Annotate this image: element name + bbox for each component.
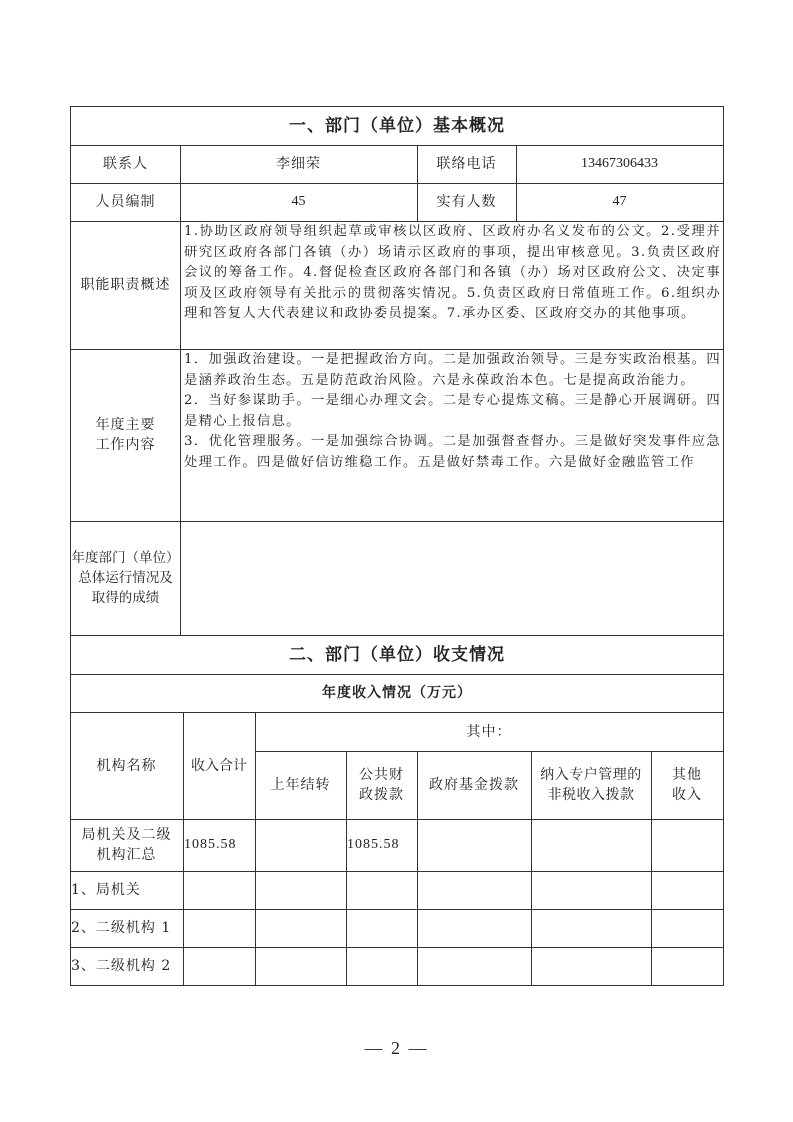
special-account-cell [531,819,651,871]
work-item: 2．当好参谋助手。一是细心办理文会。二是专心提炼文稿。三是静心开展调研。四是精心上报信息。 [184,393,721,429]
public-finance-cell [346,909,417,947]
header-special-account [531,751,651,819]
org-name-line-1: 局机关及二级 [81,827,172,843]
header-public-finance-line-1: 公共财 [359,767,404,783]
income-total-cell [183,947,255,985]
actual-staff-label: 实有人数 [436,194,497,210]
gov-fund-cell [417,947,531,985]
performance-label-line-3: 取得的成绩 [91,590,160,606]
header-org-name: 机构名称 [96,757,157,774]
actual-staff-value: 47 [612,194,627,209]
prev-carryover-cell [255,947,346,985]
org-name-line-2: 机构汇总 [96,847,157,863]
work-label-line-1: 年度主要 [95,417,156,433]
contact-label: 联系人 [103,156,148,172]
income-total-cell [183,871,255,909]
org-name-cell: 3、二级机构 2 [71,958,172,974]
performance-label-line-2: 总体运行情况及 [78,570,173,586]
duties-paragraph: 1.协助区政府领导组织起草或审核以区政府、区政府办名义发布的公文。2.受理并研究区政府各部门各镇（办）场请示区政府的事项，提出审核意见。3.负责区政府会议的筹备工作。4.督促检查区政府各部门和各镇（办）场对区政府公文、决定事项及区政府领导有关批示的贯彻落实情况。5.负责区政府日常值班工作。6.组织办理和答复人大代表建议和政协委员提案。7.承办区委、区政府交办的其他事项。 [184,224,721,322]
performance-text [181,522,723,635]
work-content [181,350,723,521]
header-special-account-line-1: 纳入专户管理的 [540,767,642,783]
section1-title: 一、部门（单位）基本概况 [289,116,505,136]
header-special-account-line-2: 非税收入拨款 [547,787,635,803]
staff-quota-value: 45 [291,194,306,209]
other-income-cell [651,871,723,909]
performance-label [70,521,181,635]
duties-text [181,222,723,349]
header-other-income-line-1: 其他 [672,767,702,783]
other-income-cell [651,819,723,871]
work-label-line-2: 工作内容 [95,437,156,453]
org-name-cell: 1、局机关 [71,882,141,898]
duties-label: 职能职责概述 [80,277,171,293]
other-income-cell [651,947,723,985]
page-number: — 2 — [364,1038,429,1058]
income-total-cell [183,909,255,947]
header-gov-fund: 政府基金拨款 [429,777,519,793]
header-prev-carryover: 上年结转 [270,777,331,793]
special-account-cell [531,909,651,947]
public-finance-cell [346,871,417,909]
work-item: 1．加强政治建设。一是把握政治方向。二是加强政治领导。三是夯实政治根基。四是涵养政治生态。五是防范政治风险。六是永葆政治本色。七是提高政治能力。 [184,352,721,388]
org-name-cell [70,819,183,871]
work-item: 3．优化管理服务。一是加强综合协调。二是加强督查督办。三是做好突发事件应急处理工作。四是做好信访维稳工作。五是做好禁毒工作。六是做好金融监管工作 [184,434,721,470]
prev-carryover-cell [255,909,346,947]
public-finance-cell: 1085.58 [347,837,400,852]
header-other-income-line-2: 收入 [672,787,702,803]
gov-fund-cell [417,871,531,909]
section2-title: 二、部门（单位）收支情况 [289,644,505,665]
header-public-finance-line-2: 政拨款 [359,787,404,803]
work-label [70,349,181,521]
table-border-right [723,106,724,986]
special-account-cell [531,871,651,909]
header-of-which: 其中： [466,723,512,740]
staff-quota-label: 人员编制 [95,194,156,210]
org-name-cell: 2、二级机构 1 [71,920,172,936]
income-title: 年度收入情况（万元） [322,685,472,701]
public-finance-cell [346,947,417,985]
header-income-total: 收入合计 [191,757,247,774]
gov-fund-cell [417,819,531,871]
special-account-cell [531,947,651,985]
gov-fund-cell [417,909,531,947]
header-public-finance [346,751,417,819]
other-income-cell [651,909,723,947]
phone-label: 联络电话 [436,156,497,172]
prev-carryover-cell [255,871,346,909]
performance-label-line-1: 年度部门（单位） [71,550,180,566]
phone-value: 13467306433 [581,156,658,171]
income-total-cell: 1085.58 [184,837,237,852]
contact-value: 李细荣 [276,156,321,172]
table-border-bottom [70,985,724,986]
prev-carryover-cell [255,819,346,871]
header-other-income [651,751,723,819]
